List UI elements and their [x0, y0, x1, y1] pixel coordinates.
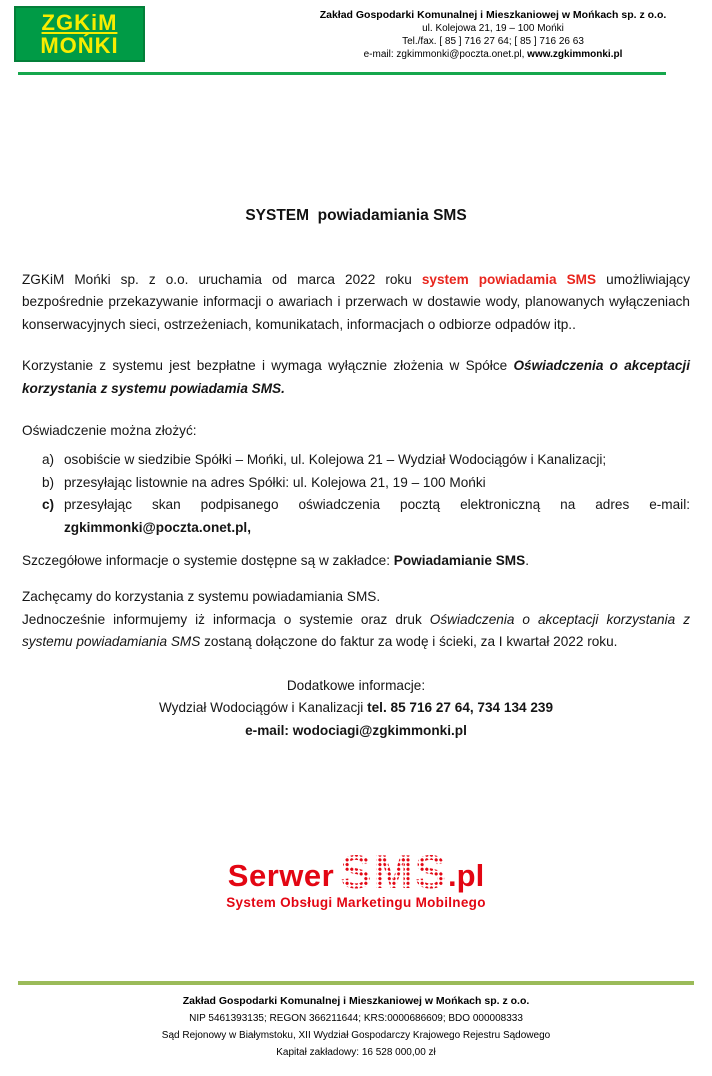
list-item-c: [22, 494, 690, 539]
declaration-title-italic: Oświadczenia o akceptacji korzystania z systemu powiadamiania SMS: [22, 611, 690, 650]
footer-capital-info: Kapitał zakładowy: 16 528 000,00 zł: [276, 1047, 436, 1058]
footer-company-name: Zakład Gospodarki Komunalnej i Mieszkaniowej w Mońkach sp. z o.o.: [182, 995, 530, 1007]
header-company-name: Zakład Gospodarki Komunalnej i Mieszkaniowej w Mońkach sp. z o.o.: [319, 9, 667, 21]
list-marker-a: a): [42, 452, 55, 468]
list-item-a-text: osobiście w siedzibie Spółki – Mońki, ul. Kolejowa 21 – Wydział Wodociągów i Kanalizacji;: [64, 452, 607, 468]
list-item-c-email: zgkimmonki@poczta.onet.pl,: [64, 519, 251, 535]
document-body: [22, 269, 690, 742]
paragraph-free-usage: Korzystanie z systemu jest bezpłatne i wymaga wyłącznie złożenia w Spółce Oświadczenia o akceptacji korzystania z systemu powiadamia SMS.: [22, 358, 690, 396]
footer-divider: [18, 981, 694, 985]
serwersms-logo: [226, 845, 486, 910]
serwersms-tagline: System Obsługi Marketingu Mobilnego: [226, 895, 486, 910]
tab-name-powiadamianie-sms: Powiadamianie SMS: [393, 553, 526, 569]
header-email: e-mail: zgkimmonki@poczta.onet.pl,: [363, 49, 528, 60]
department-phone-numbers: tel. 85 716 27 64, 734 134 239: [367, 700, 554, 716]
declaration-title: Oświadczenia o akceptacji korzystania z systemu powiadamia SMS.: [22, 358, 690, 396]
header-email-line: [318, 48, 668, 61]
header-address: ul. Kolejowa 21, 19 – 100 Mońki: [422, 23, 564, 34]
header-contact-block: [318, 9, 668, 61]
list-marker-b: b): [42, 474, 55, 490]
additional-info-heading: Dodatkowe informacje:: [286, 677, 426, 693]
serwersms-word-serwer: Serwer: [227, 858, 335, 893]
footer-block: [0, 993, 712, 1061]
encourage-line: Zachęcamy do korzystania z systemu powiadamiania SMS.: [22, 589, 381, 605]
document-title: SYSTEM powiadamiania SMS: [245, 207, 467, 224]
header-phone: Tel./fax. [ 85 ] 716 27 64; [ 85 ] 716 26 63: [402, 36, 584, 47]
invoice-info-line: Jednocześnie informujemy iż informacja o systemie oraz druk Oświadczenia o akceptacji korzystania z systemu powiadamiania SMS zostaną dołączone do faktur za wodę i ścieki, za I kwartał 2022 roku.: [22, 611, 690, 650]
submission-options-list: [22, 449, 690, 539]
list-item-b-text: przesyłając listownie na adres Spółki: ul. Kolejowa 21, 19 – 100 Mońki: [64, 474, 486, 490]
serwersms-word-pl: .pl: [448, 858, 485, 893]
paragraph-encourage: [22, 586, 690, 653]
header-divider: [18, 72, 666, 75]
paragraph-more-info: Szczegółowe informacje o systemie dostępne są w zakładce: Powiadamianie SMS.: [22, 553, 529, 569]
list-item-c-text: przesyłając skan podpisanego oświadczenia pocztą elektroniczną na adres e-mail:: [64, 497, 690, 513]
serwersms-word-sms: SMS: [340, 845, 449, 898]
header-website: www.zgkimmonki.pl: [527, 49, 623, 60]
footer-court-info: Sąd Rejonowy w Białymstoku, XII Wydział Gospodarczy Krajowego Rejestru Sądowego: [161, 1030, 551, 1041]
zgkim-logo: [14, 6, 145, 62]
footer-registration-numbers: NIP 5461393135; REGON 366211644; KRS:0000686609; BDO 000008333: [189, 1013, 523, 1024]
list-marker-c: c): [42, 497, 55, 513]
department-phone-line: Wydział Wodociągów i Kanalizacji tel. 85 716 27 64, 734 134 239: [158, 700, 554, 716]
serwersms-wordmark: [226, 845, 486, 898]
paragraph-intro: ZGKiM Mońki sp. z o.o. uruchamia od marca 2022 roku system powiadamia SMS umożliwiający bezpośrednie przekazywanie informacji o awariach i przerwach w dostawie wody, planowanych wyłączeniach konserwacyjnych sieci, ostrzeżeniach, komunikatach, informacjach o odbiorze odpadów itp..: [22, 272, 690, 332]
paragraph-submit-intro: Oświadczenie można złożyć:: [22, 423, 197, 439]
additional-info-block: [22, 675, 690, 742]
list-item-a: [22, 449, 690, 471]
list-item-b: [22, 472, 690, 494]
zgkim-logo-text-bottom: MOŃKI: [40, 33, 119, 58]
department-email: e-mail: wodociagi@zgkimmonki.pl: [245, 722, 467, 738]
highlight-system-sms: system powiadamia SMS: [421, 272, 597, 287]
zgkim-logo-text-top: ZGKiM: [41, 10, 118, 35]
